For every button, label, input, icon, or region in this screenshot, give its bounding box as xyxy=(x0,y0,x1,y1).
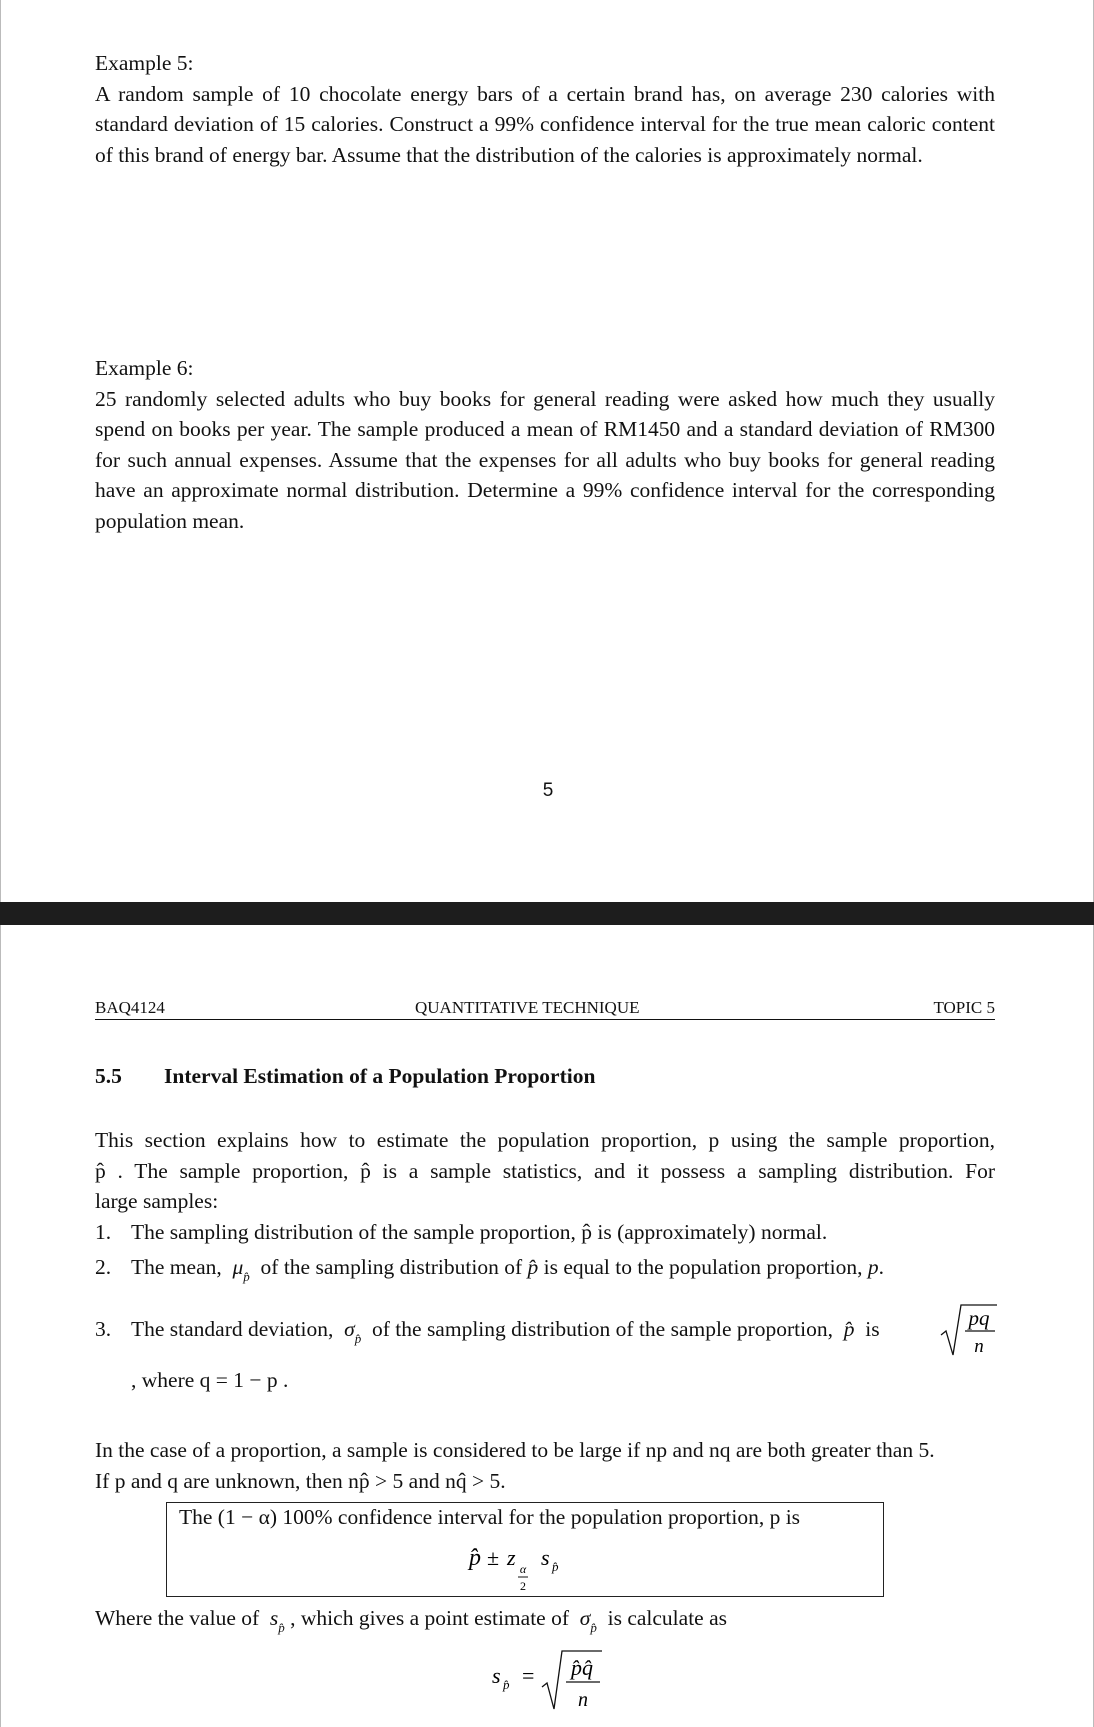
sigma-symbol: $\sigma_{p̂}$ xyxy=(344,1317,362,1346)
sigma-symbol: $\sigma_{p̂}$ xyxy=(579,1606,597,1635)
svg-text:±: ± xyxy=(487,1545,500,1570)
page-number: 5 xyxy=(542,780,554,801)
intro-line-3: large samples: xyxy=(95,1189,219,1213)
large-sample-paragraph xyxy=(95,1435,995,1496)
svg-text:=: = xyxy=(522,1663,535,1688)
example-6 xyxy=(95,353,995,536)
section-title: Interval Estimation of a Population Proportion xyxy=(164,1064,596,1088)
where-line xyxy=(95,1606,727,1635)
page-header xyxy=(95,995,995,1020)
list-number: 3. xyxy=(95,1317,112,1341)
section-number: 5.5 xyxy=(95,1064,122,1088)
example-5-title: Example 5: xyxy=(95,51,194,75)
list-number: 2. xyxy=(95,1255,112,1279)
p-hat-symbol: p̂ xyxy=(843,1317,855,1341)
svg-text:z: z xyxy=(507,1545,516,1570)
list-number: 1. xyxy=(95,1220,112,1244)
header-topic: TOPIC 5 xyxy=(933,998,995,1017)
example-5 xyxy=(95,48,995,170)
sqrt-pq-over-n-formula xyxy=(939,1301,999,1359)
svg-text:p̂: p̂ xyxy=(503,1677,510,1692)
example-5-text: A random sample of 10 chocolate energy bars of a certain brand has, on average 230 calories with standard deviation of 15 calories. Construct a 99% confidence interval for the true mean caloric content of this brand of energy bar. Assume that the distribution of the calories is approximately normal. xyxy=(95,81,995,167)
page-separator xyxy=(0,902,1094,925)
svg-text:2: 2 xyxy=(520,1579,526,1593)
list-item-1 xyxy=(95,1220,827,1245)
p-symbol: p xyxy=(867,1255,879,1279)
example-6-title: Example 6: xyxy=(95,356,194,380)
list-text-c: is equal to the population proportion, xyxy=(543,1255,863,1279)
p-hat-symbol: p̂ xyxy=(527,1255,539,1279)
header-course-code: BAQ4124 xyxy=(95,998,165,1017)
list-item-3 xyxy=(95,1317,995,1346)
list-item-2: 2. The mean, $\mu_{p̂}$ of the sampling distribution of p̂ is equal to the population proportion, p. xyxy=(95,1255,884,1284)
intro-line-2: p̂ . The sample proportion, p̂ is a sample statistics, and it possess a sampling distribution. For xyxy=(95,1158,995,1183)
large-sample-line-1: In the case of a proportion, a sample is considered to be large if np and nq are both greater than 5. xyxy=(95,1438,935,1462)
svg-text:s: s xyxy=(541,1545,550,1570)
svg-text:p̂q̂: p̂q̂ xyxy=(571,1655,593,1680)
list-item-3-where: , where q = 1 − p . xyxy=(131,1368,289,1392)
list-text: The sampling distribution of the sample proportion, p̂ is (approximately) normal. xyxy=(131,1220,828,1244)
list-text-a: The mean, xyxy=(131,1255,222,1279)
svg-text:p̂: p̂ xyxy=(552,1559,559,1574)
where-text-a: Where the value of xyxy=(95,1606,260,1630)
confidence-interval-box xyxy=(166,1502,884,1597)
svg-text:n: n xyxy=(578,1689,588,1711)
box-text: The (1 − α) 100% confidence interval for the population proportion, p is xyxy=(179,1505,801,1529)
svg-text:pq: pq xyxy=(968,1306,990,1330)
example-6-text: 25 randomly selected adults who buy books for general reading were asked how much they usually spend on books per year. The sample produced a mean of RM1450 and a standard deviation of RM300 for such annual expenses. Assume that the expenses for all adults who buy books for general reading have an approximate normal distribution. Determine a 99% confidence interval for the corresponding population mean. xyxy=(95,386,995,533)
svg-text:s: s xyxy=(492,1663,501,1688)
list-text-b: of the sampling distribution of the sample proportion, xyxy=(372,1317,834,1341)
page-2 xyxy=(0,925,1094,1727)
s-p-hat-symbol: $s_{p̂}$ xyxy=(269,1606,285,1635)
where-text-c: is calculate as xyxy=(607,1606,727,1630)
svg-text:n: n xyxy=(974,1336,984,1357)
header-course-name: QUANTITATIVE TECHNIQUE xyxy=(415,998,640,1017)
list-text-a: The standard deviation, xyxy=(131,1317,334,1341)
intro-paragraph xyxy=(95,1125,995,1217)
s-p-hat-formula xyxy=(488,1647,613,1713)
list-text-c: is xyxy=(865,1317,880,1341)
list-text-b: of the sampling distribution of xyxy=(260,1255,523,1279)
mu-symbol: $\mu_{p̂}$ xyxy=(232,1255,250,1284)
where-text-b: , which gives a point estimate of xyxy=(290,1606,569,1630)
section-heading xyxy=(95,1064,595,1089)
intro-line-1: This section explains how to estimate the population proportion, p using the sample proportion, xyxy=(95,1128,995,1152)
svg-text:p̂: p̂ xyxy=(469,1545,481,1571)
confidence-interval-formula xyxy=(467,1539,587,1595)
large-sample-line-2: If p and q are unknown, then np̂ > 5 and nq̂ > 5. xyxy=(95,1468,506,1493)
svg-text:α: α xyxy=(519,1562,527,1576)
